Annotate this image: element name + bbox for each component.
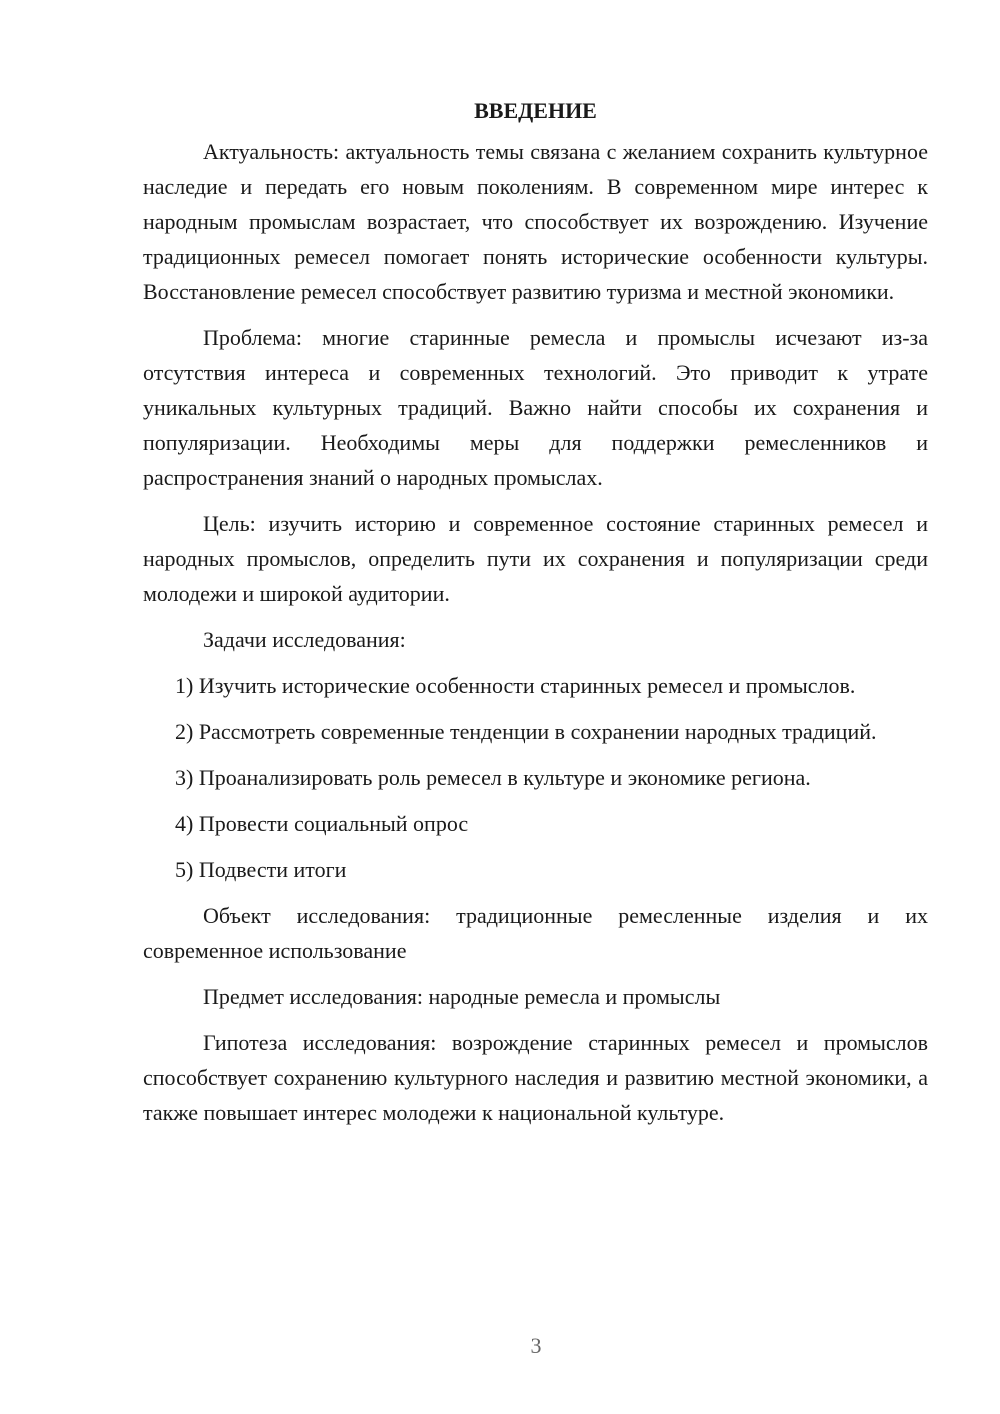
- task-item-5: 5) Подвести итоги: [175, 857, 347, 882]
- section-title: ВВЕДЕНИЕ: [474, 98, 597, 123]
- tasks-heading: Задачи исследования:: [203, 627, 406, 652]
- task-item-4: 4) Провести социальный опрос: [175, 811, 469, 836]
- document-body: [143, 93, 928, 1141]
- task-item-1: 1) Изучить исторические особенности старинных ремесел и промыслов.: [175, 673, 856, 698]
- relevance-paragraph: Актуальность: актуальность темы связана с желанием сохранить культурное наследие и передать его новым поколениям. В современном мире интерес к народным промыслам возрастает, что способствует их возрождению. Изучение традиционных ремесел помогает понять исторические особенности культуры. Восстановление ремесел способствует развитию туризма и местной экономики.: [143, 139, 928, 304]
- page-number: 3: [530, 1333, 542, 1358]
- task-item-2: 2) Рассмотреть современные тенденции в сохранении народных традиций.: [175, 719, 877, 744]
- object-paragraph: Объект исследования: традиционные ремесленные изделия и их современное использование: [143, 903, 928, 963]
- problem-paragraph: Проблема: многие старинные ремесла и промыслы исчезают из-за отсутствия интереса и современных технологий. Это приводит к утрате уникальных культурных традиций. Важно найти способы их сохранения и популяризации. Необходимы меры для поддержки ремесленников и распространения знаний о народных промыслах.: [143, 325, 928, 490]
- task-item-3: 3) Проанализировать роль ремесел в культуре и экономике региона.: [175, 765, 811, 790]
- goal-paragraph: Цель: изучить историю и современное состояние старинных ремесел и народных промыслов, определить пути их сохранения и популяризации среди молодежи и широкой аудитории.: [143, 511, 928, 606]
- subject-paragraph: Предмет исследования: народные ремесла и промыслы: [203, 984, 721, 1009]
- hypothesis-paragraph: Гипотеза исследования: возрождение старинных ремесел и промыслов способствует сохранению культурного наследия и развитию местной экономики, а также повышает интерес молодежи к национальной культуре.: [143, 1030, 928, 1125]
